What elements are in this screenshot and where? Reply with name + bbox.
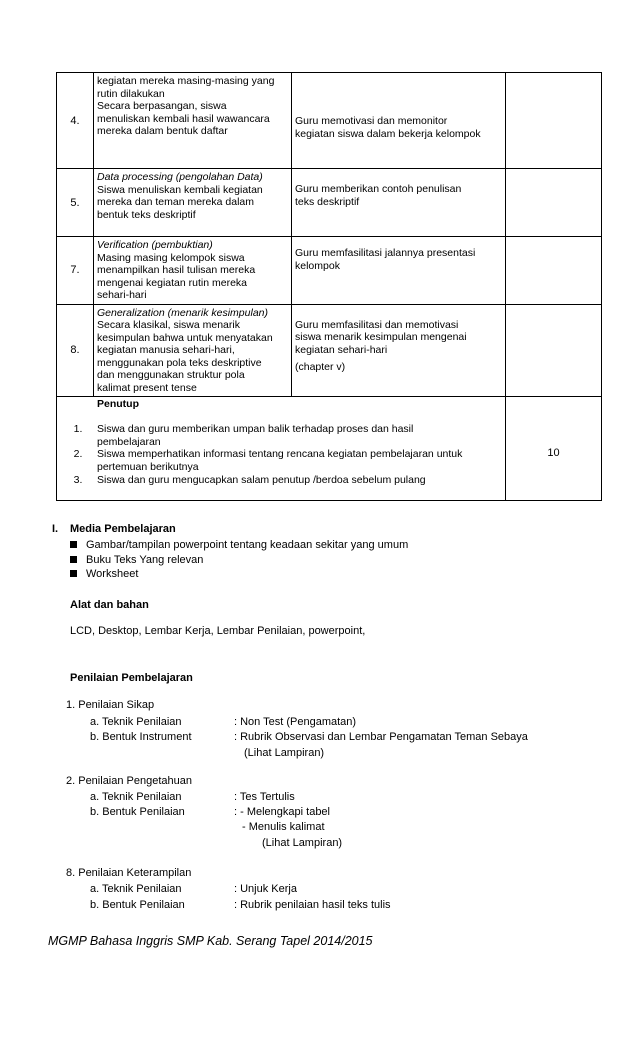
closing-item — [97, 448, 517, 473]
activity-line: bentuk teks deskriptif — [97, 208, 196, 221]
teacher-line: Guru memfasilitasi dan memotivasi — [295, 318, 459, 331]
row-number: 5. — [57, 169, 94, 237]
teacher-line: kelompok — [295, 259, 340, 272]
time-cell — [506, 397, 602, 501]
media-section-title: Media Pembelajaran — [70, 523, 176, 535]
table-row — [57, 304, 602, 397]
media-item — [70, 567, 138, 581]
closing-item-number: 3. — [73, 474, 83, 486]
closing-time: 10 — [547, 446, 560, 459]
bullet-icon — [70, 556, 77, 563]
activity-line: mereka dalam bentuk daftar — [97, 125, 228, 137]
activity-line: kesimpulan bahwa untuk menyatakan — [97, 331, 273, 344]
teacher-cell — [292, 169, 506, 237]
assessment-row-value: : Rubrik penilaian hasil teks tulis — [234, 899, 391, 911]
assessment-row-label: a. Teknik Penilaian — [90, 791, 182, 803]
activity-line: mereka dan teman mereka dalam — [97, 196, 254, 208]
media-item-text: Gambar/tampilan powerpoint tentang keadaan sekitar yang umum — [86, 539, 409, 551]
activity-line: Secara klasikal, siswa menarik — [97, 319, 240, 331]
teacher-line: teks deskriptif — [295, 195, 360, 208]
time-cell — [506, 169, 602, 237]
table-row — [57, 73, 602, 169]
activity-line: kalimat present tense — [97, 381, 197, 394]
closing-item-number: 1. — [73, 423, 83, 435]
assessment-row-value: : Non Test (Pengamatan) — [234, 716, 357, 728]
closing-title: Penutup — [97, 398, 139, 410]
closing-item-line: Siswa dan guru mengucapkan salam penutup /berdoa sebelum pulang — [97, 474, 426, 486]
teacher-cell — [292, 237, 506, 305]
time-cell — [506, 73, 602, 169]
phase-title: Generalization (menarik kesimpulan) — [97, 306, 268, 319]
media-item — [70, 553, 203, 567]
activity-line: mengenai kegiatan rutin mereka — [97, 276, 248, 289]
teacher-cell — [292, 304, 506, 397]
activity-line: menampilkan hasil tulisan mereka — [97, 264, 256, 276]
time-cell — [506, 304, 602, 397]
lesson-activity-table — [56, 72, 602, 501]
activity-line: menuliskan kembali hasil wawancara — [97, 112, 270, 125]
assessment-row-label: b. Bentuk Instrument — [90, 731, 192, 743]
teacher-line: siswa menarik kesimpulan mengenai — [295, 331, 467, 343]
activity-line: sehari-hari — [97, 289, 147, 301]
tools-text: LCD, Desktop, Lembar Kerja, Lembar Penilaian, powerpoint, — [70, 625, 366, 637]
teacher-line: Guru memberikan contoh penulisan — [295, 183, 462, 195]
activity-line: Secara berpasangan, siswa — [97, 100, 227, 112]
phase-title: Data processing (pengolahan Data) — [97, 171, 263, 183]
closing-item — [97, 474, 517, 487]
row-number: 8. — [57, 304, 94, 397]
activity-line: kegiatan mereka masing-masing yang — [97, 75, 275, 87]
media-section-label: I. — [52, 523, 59, 535]
tools-title: Alat dan bahan — [70, 599, 149, 611]
activity-line: Masing masing kelompok siswa — [97, 251, 245, 264]
assessment-row-label: a. Teknik Penilaian — [90, 716, 182, 728]
assessment-extra: (Lihat Lampiran) — [244, 747, 325, 759]
bullet-icon — [70, 541, 77, 548]
time-cell — [506, 237, 602, 305]
activity-cell — [94, 304, 292, 397]
assessment-row-label: b. Bentuk Penilaian — [90, 899, 185, 911]
activity-cell — [94, 169, 292, 237]
assessment-extra: (Lihat Lampiran) — [262, 837, 343, 849]
assessment-row-value: : Tes Tertulis — [234, 791, 295, 803]
assessment-row-value: : - Melengkapi tabel — [234, 806, 330, 818]
media-item — [70, 538, 408, 552]
assessment-title: Penilaian Pembelajaran — [70, 672, 193, 684]
teacher-note: (chapter v) — [295, 361, 346, 373]
activity-line: menggunakan pola teks deskriptive — [97, 356, 262, 369]
assessment-row-label: b. Bentuk Penilaian — [90, 806, 185, 818]
row-number: 7. — [57, 237, 94, 305]
activity-line: kegiatan manusia sehari-hari, — [97, 344, 235, 356]
assessment-heading: 1. Penilaian Sikap — [66, 699, 155, 711]
teacher-line: Guru memotivasi dan memonitor — [295, 115, 448, 127]
teacher-cell — [292, 73, 506, 169]
bullet-icon — [70, 570, 77, 577]
table-row — [57, 169, 602, 237]
closing-item — [97, 423, 517, 448]
activity-line: dan menggunakan struktur pola — [97, 369, 245, 381]
media-item-text: Buku Teks Yang relevan — [86, 554, 204, 566]
media-item-text: Worksheet — [86, 568, 139, 580]
activity-line: Siswa menuliskan kembali kegiatan — [97, 183, 263, 196]
closing-item-number: 2. — [73, 448, 83, 460]
assessment-row-value: : Unjuk Kerja — [234, 883, 297, 895]
assessment-extra: - Menulis kalimat — [242, 821, 325, 833]
assessment-heading: 8. Penilaian Keterampilan — [66, 867, 192, 879]
page-footer: MGMP Bahasa Inggris SMP Kab. Serang Tapel 2014/2015 — [48, 934, 373, 948]
closing-item-line: pertemuan berikutnya — [97, 460, 199, 473]
assessment-row-label: a. Teknik Penilaian — [90, 883, 182, 895]
activity-cell — [94, 73, 292, 169]
activity-line: rutin dilakukan — [97, 87, 165, 100]
closing-item-line: Siswa memperhatikan informasi tentang rencana kegiatan pembelajaran untuk — [97, 448, 463, 460]
table-row — [57, 237, 602, 305]
closing-cell — [57, 397, 506, 501]
closing-item-line: pembelajaran — [97, 435, 161, 448]
phase-title: Verification (pembuktian) — [97, 239, 213, 251]
teacher-line: kegiatan sehari-hari — [295, 343, 388, 356]
assessment-row-value: : Rubrik Observasi dan Lembar Pengamatan Teman Sebaya — [234, 731, 528, 743]
assessment-heading: 2. Penilaian Pengetahuan — [66, 775, 192, 787]
table-row-closing — [57, 397, 602, 501]
activity-cell — [94, 237, 292, 305]
teacher-line: Guru memfasilitasi jalannya presentasi — [295, 247, 476, 259]
teacher-line: kegiatan siswa dalam bekerja kelompok — [295, 127, 481, 140]
closing-item-line: Siswa dan guru memberikan umpan balik terhadap proses dan hasil — [97, 423, 414, 435]
row-number: 4. — [57, 73, 94, 169]
